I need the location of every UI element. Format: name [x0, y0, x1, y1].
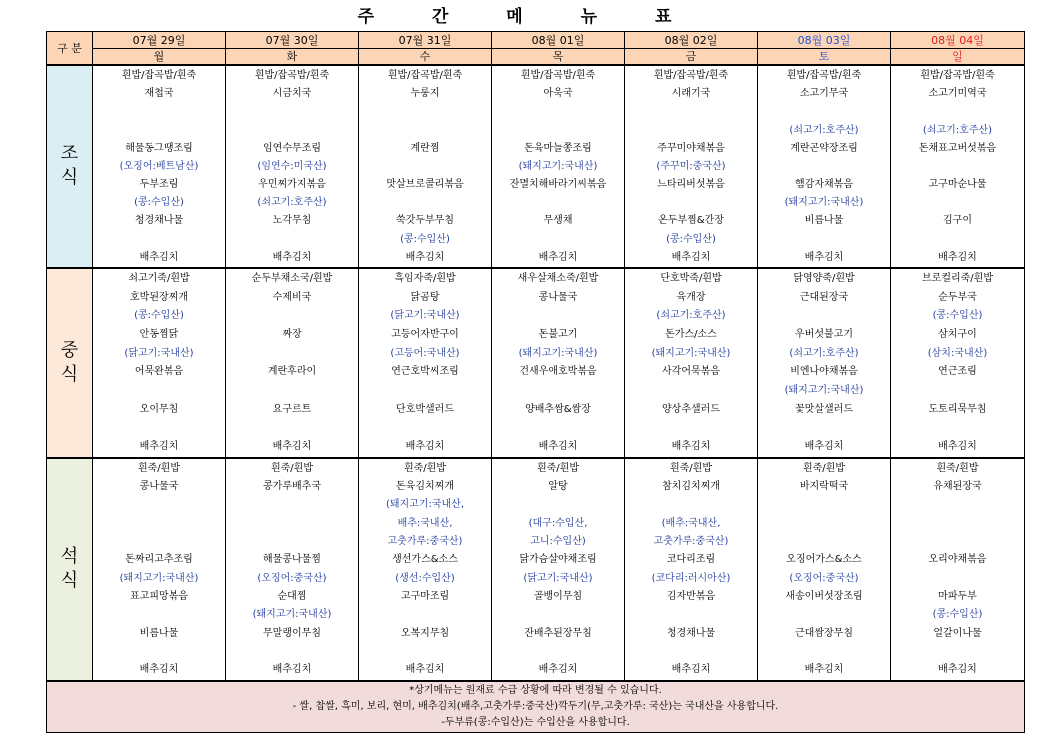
menu-item [891, 194, 1024, 212]
menu-item: 배추김치 [405, 251, 445, 263]
menu-item: 배추김치 [804, 441, 844, 453]
origin-note: (대구:수입산, [528, 517, 588, 529]
menu-item: 브로컬리죽/흰밥 [922, 272, 993, 284]
menu-item: 배추김치 [139, 441, 179, 453]
day-date: 07월 29일 [93, 32, 226, 49]
menu-item: 쇠고기죽/흰밥 [128, 272, 190, 284]
origin-note: (삼치:국내산) [927, 347, 988, 359]
menu-item: 배추김치 [405, 664, 445, 676]
menu-item [492, 122, 624, 140]
menu-cell [359, 458, 492, 681]
menu-item: 무생채 [543, 215, 573, 227]
menu-item: 닭곰탕 [410, 291, 440, 303]
menu-item [758, 231, 890, 249]
menu-item: 단호박샐러드 [396, 403, 454, 415]
menu-item: 흰죽/흰밥 [270, 462, 313, 474]
menu-item: 생선가스&소스 [392, 554, 458, 566]
menu-cell [359, 65, 492, 268]
menu-item: 순두부채소국/흰밥 [251, 272, 333, 284]
menu-item: 김자반볶음 [666, 591, 716, 603]
menu-item [226, 515, 358, 533]
menu-item: 비엔나야채볶음 [790, 366, 858, 378]
menu-item: 계란찜 [410, 142, 440, 154]
menu-item: 순두부국 [938, 291, 977, 303]
menu-item [625, 122, 757, 140]
menu-item: 흰죽/흰밥 [669, 462, 712, 474]
gubun-label: 구 분 [47, 32, 93, 66]
menu-cell [359, 268, 492, 458]
menu-item: 양상추샐러드 [662, 403, 720, 415]
dinner-label [47, 458, 93, 681]
menu-item [226, 345, 358, 364]
menu-item [492, 419, 624, 438]
menu-item: 배추김치 [272, 441, 312, 453]
origin-note: (콩:수입산) [134, 310, 184, 322]
menu-cell [226, 458, 359, 681]
menu-item [93, 419, 225, 438]
weekly-menu-table [46, 31, 1025, 733]
menu-item: 해물콩나물찜 [263, 554, 321, 566]
menu-item: 잔배추된장무침 [524, 627, 592, 639]
menu-item: 흰밥/잡곡밥/흰죽 [786, 70, 862, 81]
footer-notes [47, 681, 1025, 733]
menu-item [359, 643, 491, 661]
menu-item: 닭가슴살야채조림 [519, 554, 597, 566]
menu-cell [891, 458, 1025, 681]
menu-item: 햄감자채볶음 [795, 179, 853, 191]
origin-note: (콩:수입산) [134, 197, 184, 209]
menu-item: 김구이 [943, 215, 972, 227]
origin-note: (오징어:중국산) [789, 572, 859, 584]
menu-cell [891, 65, 1025, 268]
menu-item: 흰죽/흰밥 [536, 462, 579, 474]
menu-item: 유채된장국 [933, 481, 982, 493]
menu-item: 아욱국 [543, 88, 573, 100]
footer-line3: -두부류(콩:수입산)는 수입산을 사용합니다. [441, 716, 630, 728]
origin-note: (돼지고기:국내산) [518, 160, 598, 172]
page-title: 주 간 메 뉴 표 [357, 7, 698, 27]
menu-item: 고구마조림 [400, 591, 450, 603]
menu-item [891, 643, 1024, 661]
menu-item [758, 606, 890, 624]
menu-item [226, 382, 358, 401]
menu-item: 흰밥/잡곡밥/흰죽 [387, 70, 463, 81]
menu-item: 오징어가스&소스 [786, 554, 862, 566]
menu-item: 임연수무조림 [263, 142, 321, 154]
menu-item [758, 515, 890, 533]
menu-item [492, 307, 624, 326]
menu-item: 흰밥/잡곡밥/흰죽 [520, 70, 596, 81]
menu-item: 무말랭이무침 [263, 627, 321, 639]
menu-item: 해물동그땡조림 [125, 142, 193, 154]
breakfast-label [47, 65, 93, 268]
menu-item [625, 103, 757, 121]
menu-item: 배추김치 [405, 441, 445, 453]
menu-item [359, 158, 491, 176]
menu-item [93, 606, 225, 624]
menu-item [758, 158, 890, 176]
menu-item: 시금치국 [272, 88, 312, 100]
menu-item: 오복지무침 [400, 627, 450, 639]
menu-item: 양배추쌈&쌈장 [525, 403, 591, 415]
menu-item [93, 496, 225, 514]
menu-cell [226, 268, 359, 458]
menu-item: 배추김치 [938, 441, 977, 453]
menu-item: 배추김치 [938, 251, 977, 263]
menu-item: 흰밥/잡곡밥/흰죽 [121, 70, 197, 81]
menu-item: 고구마순나물 [928, 179, 987, 191]
menu-item: 비름나물 [139, 627, 179, 639]
menu-item: 참치김치찌개 [662, 481, 720, 493]
menu-item [891, 419, 1024, 438]
menu-cell [758, 268, 891, 458]
menu-item [492, 194, 624, 212]
menu-item [226, 122, 358, 140]
menu-item [226, 231, 358, 249]
menu-item: 돈육김치찌개 [396, 481, 454, 493]
menu-item: 요구르트 [272, 403, 312, 415]
origin-note: (돼지고기:국내산) [119, 572, 199, 584]
menu-cell [492, 268, 625, 458]
menu-item: 마파두부 [938, 591, 977, 603]
origin-note: (쇠고기:호주산) [922, 124, 993, 136]
menu-cell [492, 458, 625, 681]
menu-item: 두부조림 [139, 179, 179, 191]
menu-cell [226, 65, 359, 268]
menu-item [891, 533, 1024, 551]
menu-item: 배추김치 [671, 664, 711, 676]
menu-item [891, 496, 1024, 514]
origin-note: (콩:수입산) [400, 233, 450, 245]
menu-item: 흰밥/잡곡밥/흰죽 [920, 70, 995, 81]
menu-item: 얼갈이나물 [933, 627, 982, 639]
menu-item: 꽃맛살샐러드 [795, 403, 853, 415]
menu-item: 노각무침 [272, 215, 312, 227]
menu-item: 배추김치 [272, 251, 312, 263]
menu-item: 흰밥/잡곡밥/흰죽 [254, 70, 330, 81]
day-weekday: 화 [226, 49, 359, 66]
day-date: 07월 30일 [226, 32, 359, 49]
menu-item: 배추김치 [804, 664, 844, 676]
origin-note: (콩:수입산) [932, 310, 983, 322]
menu-item: 누룽지 [410, 88, 440, 100]
menu-item [93, 382, 225, 401]
origin-note: (배추:국내산, [661, 517, 721, 529]
origin-note: (돼지고기:국내산) [518, 347, 598, 359]
menu-item: 비름나물 [804, 215, 844, 227]
menu-item [625, 496, 757, 514]
menu-item: 돈가스/소스 [665, 328, 717, 340]
menu-item: 오이무침 [139, 403, 179, 415]
menu-item: 호박된장찌개 [130, 291, 188, 303]
menu-item: 우민찌가지볶음 [258, 179, 326, 191]
menu-item: 코다리조림 [666, 554, 716, 566]
menu-item: 계란후라이 [267, 366, 317, 378]
menu-item: 흑임자죽/흰밥 [394, 272, 456, 284]
menu-cell [625, 458, 758, 681]
origin-note: (쇠고기:호주산) [656, 310, 726, 322]
menu-item: 건새우애호박볶음 [519, 366, 597, 378]
menu-item [492, 231, 624, 249]
menu-item [891, 158, 1024, 176]
menu-item [758, 496, 890, 514]
menu-item: 배추김치 [139, 251, 179, 263]
menu-item [758, 533, 890, 551]
menu-item: 배추김치 [139, 664, 179, 676]
menu-item: 청경채나물 [134, 215, 184, 227]
menu-item [492, 606, 624, 624]
menu-item [625, 643, 757, 661]
menu-cell [93, 458, 226, 681]
origin-note: (돼지고기:국내산) [651, 347, 731, 359]
origin-note: (콩:수입산) [666, 233, 716, 245]
menu-item [93, 231, 225, 249]
menu-item [359, 103, 491, 121]
origin-note: (쇠고기:호주산) [789, 124, 859, 136]
menu-item: 고등어자반구이 [391, 328, 459, 340]
menu-item: 우버섯불고기 [795, 328, 853, 340]
menu-item: 삼치구이 [938, 328, 977, 340]
menu-item [93, 122, 225, 140]
menu-item: 주꾸미야채볶음 [657, 142, 725, 154]
origin-note: (코다리:러시아산) [651, 572, 731, 584]
menu-item: 육개장 [676, 291, 706, 303]
menu-cell [492, 65, 625, 268]
menu-cell [758, 458, 891, 681]
menu-item: 콩나물국 [139, 481, 179, 493]
menu-item: 배추김치 [272, 664, 312, 676]
menu-item: 표고피망볶음 [130, 591, 188, 603]
origin-note: (닭고기:국내산) [523, 572, 593, 584]
menu-item: 연근조림 [938, 366, 977, 378]
menu-item: 근대된장국 [799, 291, 849, 303]
day-weekday: 일 [891, 49, 1025, 66]
origin-note: (오징어:베트남산) [119, 160, 199, 172]
menu-item [359, 606, 491, 624]
menu-item: 안동찜닭 [139, 328, 179, 340]
menu-item [492, 382, 624, 401]
menu-cell [891, 268, 1025, 458]
meal-label-char: 식 [60, 570, 79, 592]
menu-item: 흰밥/잡곡밥/흰죽 [653, 70, 729, 81]
menu-item [93, 103, 225, 121]
menu-item: 돈채표고버섯볶음 [918, 142, 997, 154]
menu-cell [625, 268, 758, 458]
menu-item: 흰죽/흰밥 [936, 462, 979, 474]
menu-item [93, 515, 225, 533]
menu-item: 알탕 [548, 481, 568, 493]
menu-item: 콩가루배추국 [263, 481, 321, 493]
origin-note: (생선:수입산) [395, 572, 455, 584]
day-date: 08월 02일 [625, 32, 758, 49]
menu-item [492, 103, 624, 121]
menu-item [492, 496, 624, 514]
menu-item [359, 194, 491, 212]
menu-item: 소고기미역국 [928, 88, 987, 100]
menu-item [226, 419, 358, 438]
menu-item: 느타리버섯볶음 [657, 179, 725, 191]
menu-item [359, 419, 491, 438]
menu-item [226, 643, 358, 661]
menu-item [891, 382, 1024, 401]
menu-item: 콩나물국 [538, 291, 578, 303]
header-weekday-row [47, 49, 1025, 66]
menu-item: 잔멸치해바라기씨볶음 [509, 179, 607, 191]
menu-item: 새우살채소죽/흰밥 [517, 272, 599, 284]
origin-note: (닭고기:국내산) [124, 347, 194, 359]
menu-item [625, 419, 757, 438]
menu-item: 배추김치 [538, 664, 578, 676]
menu-item: 어묵완볶음 [134, 366, 184, 378]
origin-note: (고등어:국내산) [390, 347, 460, 359]
menu-item: 배추김치 [538, 251, 578, 263]
day-weekday: 금 [625, 49, 758, 66]
day-weekday: 목 [492, 49, 625, 66]
dinner-row [47, 458, 1025, 681]
menu-item: 시래기국 [671, 88, 711, 100]
menu-item [226, 533, 358, 551]
menu-item: 순대찜 [277, 591, 307, 603]
menu-item [758, 643, 890, 661]
menu-item [93, 533, 225, 551]
menu-item: 소고기무국 [799, 88, 849, 100]
breakfast-row [47, 65, 1025, 268]
meal-label-char: 중 [60, 339, 79, 361]
menu-item [226, 307, 358, 326]
menu-item [492, 643, 624, 661]
menu-cell [93, 65, 226, 268]
menu-item: 돈불고기 [538, 328, 578, 340]
menu-item [891, 103, 1024, 121]
menu-item: 사각어묵볶음 [662, 366, 720, 378]
header-date-row [47, 32, 1025, 49]
origin-note: 고춧가루:중국산) [653, 536, 729, 548]
menu-item [758, 103, 890, 121]
menu-item [625, 606, 757, 624]
origin-note: (주꾸미:중국산) [656, 160, 726, 172]
menu-item [359, 122, 491, 140]
meal-label-char: 조 [60, 143, 79, 165]
menu-item: 배추김치 [804, 251, 844, 263]
day-date: 08월 04일 [891, 32, 1025, 49]
menu-item [226, 496, 358, 514]
meal-label-char: 식 [60, 363, 79, 385]
origin-note: (쇠고기:호주산) [257, 197, 327, 209]
menu-item [758, 419, 890, 438]
menu-cell [758, 65, 891, 268]
origin-note: 고춧가루:중국산) [387, 536, 463, 548]
origin-note: 배추:국내산, [397, 517, 453, 529]
footer-row [47, 681, 1025, 733]
origin-note: (돼지고기:국내산) [784, 385, 864, 397]
day-weekday: 수 [359, 49, 492, 66]
menu-item: 단호박죽/흰밥 [660, 272, 722, 284]
menu-item: 흰죽/흰밥 [403, 462, 446, 474]
menu-item: 배추김치 [671, 251, 711, 263]
lunch-row [47, 268, 1025, 458]
meal-label-char: 석 [60, 546, 79, 568]
menu-item: 돈육마늘쫑조림 [524, 142, 592, 154]
menu-item: 배추김치 [671, 441, 711, 453]
menu-item: 배추김치 [938, 664, 977, 676]
meal-label-char: 식 [60, 167, 79, 189]
origin-note: (닭고기:국내산) [390, 310, 460, 322]
menu-item: 연근호박씨조림 [391, 366, 459, 378]
footer-line1: *상기메뉴는 원재료 수급 상황에 따라 변경될 수 있습니다. [409, 684, 662, 696]
menu-item: 계란곤약장조림 [790, 142, 858, 154]
menu-item [93, 643, 225, 661]
menu-item: 맛살브로콜리볶음 [386, 179, 464, 191]
menu-item: 청경채나물 [666, 627, 716, 639]
menu-item: 흰죽/흰밥 [802, 462, 845, 474]
menu-item: 닭영양죽/흰밥 [793, 272, 855, 284]
menu-cell [625, 65, 758, 268]
menu-item [891, 231, 1024, 249]
menu-item: 재첩국 [144, 88, 174, 100]
menu-item [625, 382, 757, 401]
menu-item: 도토리묵무침 [928, 403, 987, 415]
menu-item: 온두부찜&간장 [658, 215, 724, 227]
footer-line2: - 쌀, 찹쌀, 흑미, 보리, 현미, 배추김치(배추,고춧가루:중국산)깍두기(무,고춧가루: 국산)는 국내산을 사용합니다. [292, 700, 779, 712]
menu-item: 쑥갓두부무침 [396, 215, 454, 227]
day-date: 07월 31일 [359, 32, 492, 49]
day-weekday: 월 [93, 49, 226, 66]
day-date: 08월 01일 [492, 32, 625, 49]
origin-note: (임연수:미국산) [257, 160, 327, 172]
menu-item [891, 515, 1024, 533]
menu-item: 수제비국 [272, 291, 312, 303]
menu-item [625, 194, 757, 212]
menu-item [758, 307, 890, 326]
origin-note: (돼지고기:국내산, [385, 499, 465, 511]
origin-note: (오징어:중국산) [257, 572, 327, 584]
menu-item: 돈짜리고추조림 [125, 554, 193, 566]
menu-item: 바지락떡국 [799, 481, 849, 493]
menu-item: 새송이버섯장조림 [785, 591, 863, 603]
origin-note: (콩:수입산) [932, 609, 983, 621]
menu-item: 근대쌈장무침 [795, 627, 853, 639]
menu-item [359, 382, 491, 401]
menu-item: 흰죽/흰밥 [137, 462, 180, 474]
day-weekday: 토 [758, 49, 891, 66]
menu-item [226, 103, 358, 121]
origin-note: (돼지고기:국내산) [252, 609, 332, 621]
menu-cell [93, 268, 226, 458]
day-date: 08월 03일 [758, 32, 891, 49]
menu-item: 오리야채볶음 [928, 554, 987, 566]
menu-item: 골뱅이무침 [533, 591, 583, 603]
origin-note: (돼지고기:국내산) [784, 197, 864, 209]
lunch-label [47, 268, 93, 458]
menu-item: 배추김치 [538, 441, 578, 453]
origin-note: 고니:수입산) [530, 536, 586, 548]
origin-note: (쇠고기:호주산) [789, 347, 859, 359]
menu-item: 짜장 [282, 328, 302, 340]
menu-item [891, 570, 1024, 588]
